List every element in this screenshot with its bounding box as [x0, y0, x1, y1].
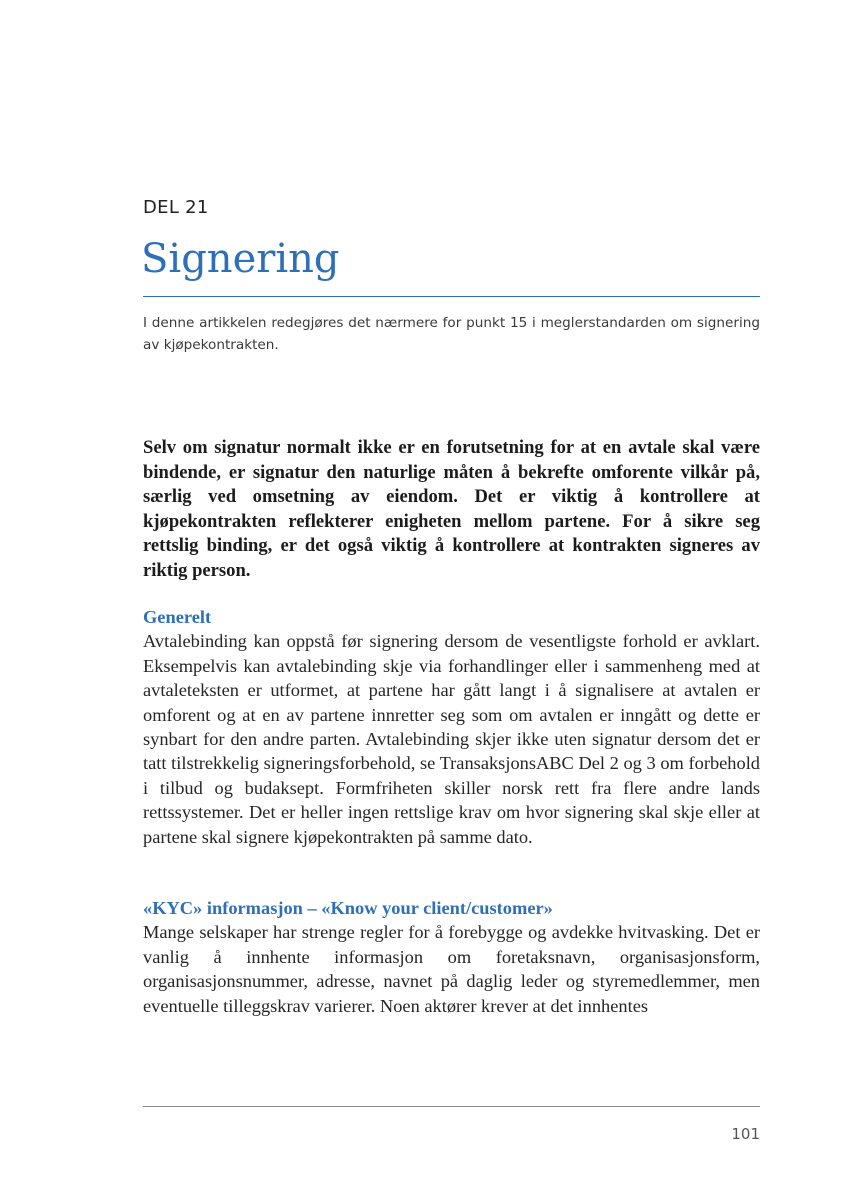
- section-body: Avtalebinding kan oppstå før signering dersom de vesentligste forhold er avklart. Eksempelvis kan avtalebinding skje via forhandlinger eller i sammenheng med at avtaleteksten er utformet, at partene har gått langt i å signalisere at avtalen er omforent og at en av partene innretter seg som om avtalen er inngått og dette er synbart for den andre parten. Avtalebinding skjer ikke uten signatur dersom det er tatt tilstrekkelig signeringsforbehold, se TransaksjonsABC Del 2 og 3 om forbehold i tilbud og budaksept. Formfriheten skiller norsk rett fra flere andre lands rettssystemer. Det er heller ingen rettslige krav om hvor signering skal skje eller at partene skal signere kjøpekontrakten på samme dato.: [143, 631, 760, 847]
- section-heading: «KYC» informasjon – «Know your client/customer»: [143, 898, 553, 918]
- section-heading: Generelt: [143, 607, 212, 627]
- lead-paragraph: Selv om signatur normalt ikke er en forutsetning for at en avtale skal være bindende, er signatur den naturlige måten å bekrefte omforente vilkår på, særlig ved omsetning av eiendom. Det er viktig å kontrollere at kjøpekontrakten reflekterer enigheten mellom partene. For å sikre seg rettslig binding, er det også viktig å kontrollere at kontrakten signeres av riktig person.: [143, 437, 760, 581]
- section-body: Mange selskaper har strenge regler for å forebygge og avdekke hvitvasking. Det er vanlig å innhente informasjon om foretaksnavn, organisasjonsform, organisasjonsnummer, adresse, navnet på daglig leder og styremedlemmer, men eventuelle tilleggskrav varierer. Noen aktører krever at det innhentes: [143, 922, 760, 1016]
- title-divider: [143, 296, 760, 297]
- page-number: 101: [731, 1125, 760, 1143]
- footer-divider: [143, 1106, 760, 1107]
- section-kyc: [143, 896, 760, 1018]
- chapter-title: Signering: [141, 236, 340, 282]
- chapter-intro: I denne artikkelen redegjøres det nærmere for punkt 15 i meglerstandarden om signering av kjøpekontrakten.: [143, 315, 760, 353]
- part-label: DEL 21: [143, 197, 209, 218]
- section-generelt: [143, 605, 760, 849]
